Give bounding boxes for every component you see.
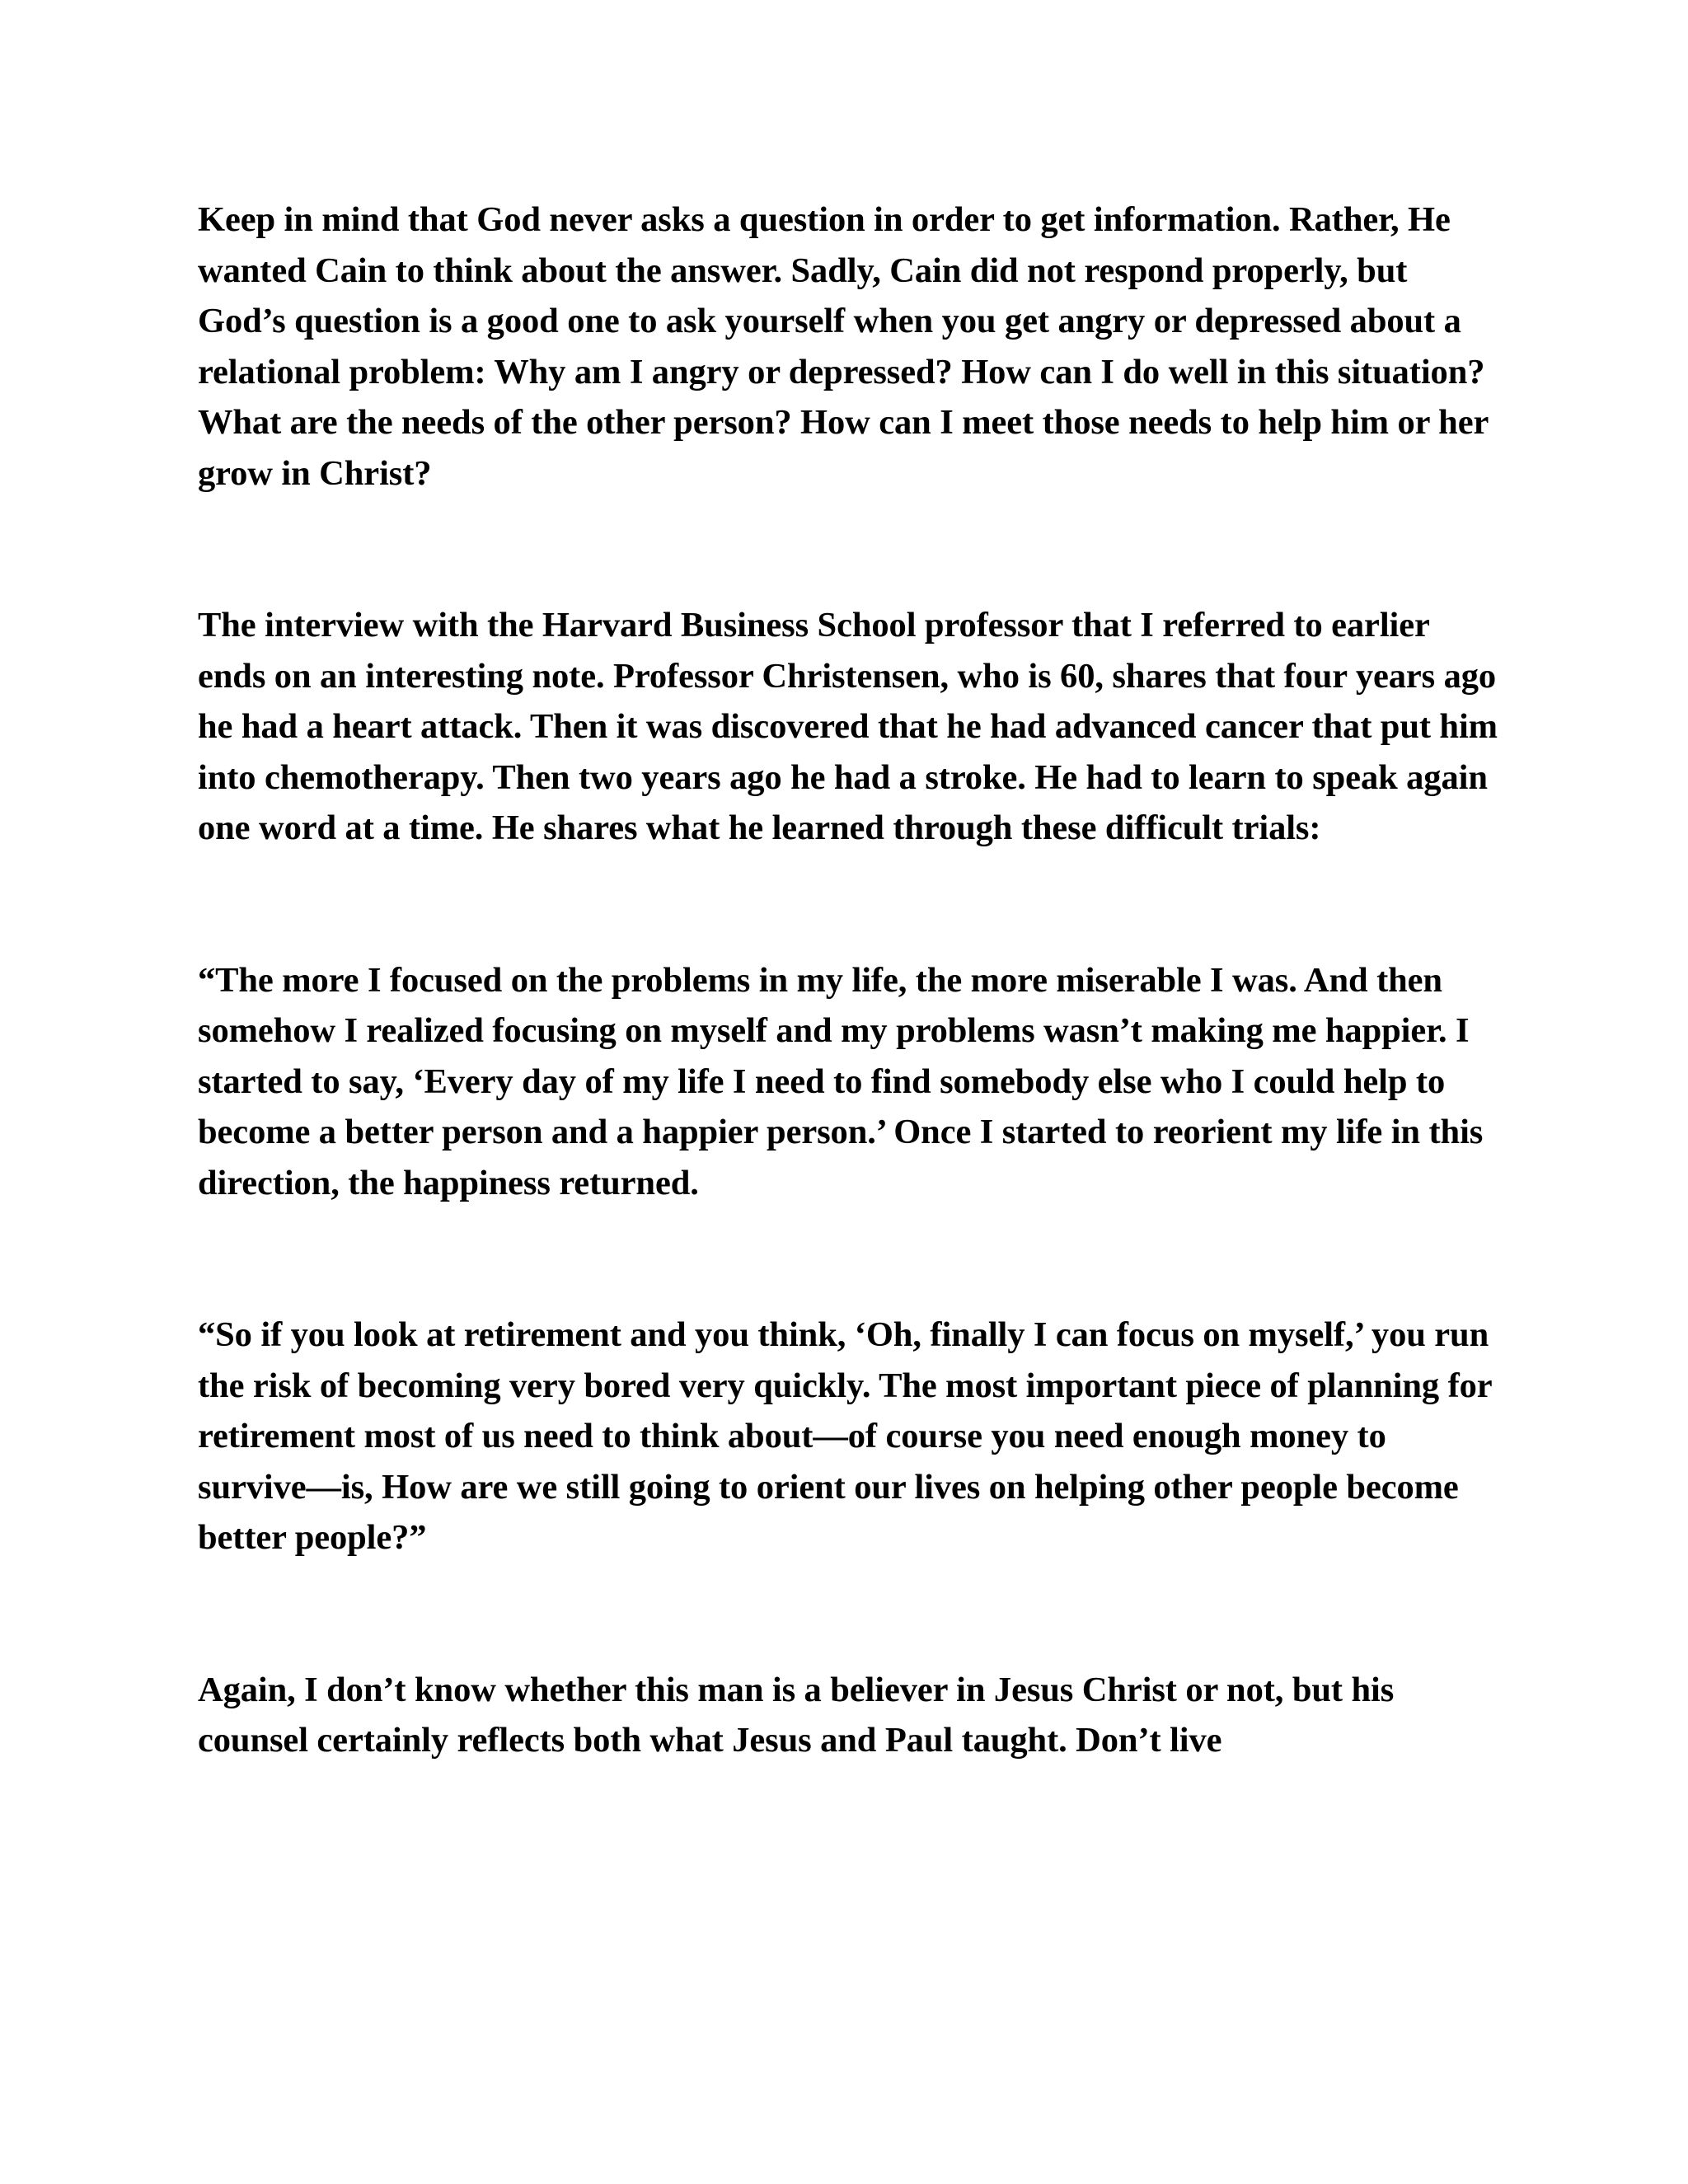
paragraph-quote-retirement: “So if you look at retirement and you think, ‘Oh, finally I can focus on myself,’ you run the risk of becoming very bored very quickly. The most important piece of planning for retirement most of us need to think about—of course you need enough money to survive—is, How are we still going to orient our lives on helping other people become better people?” [198,1315,1492,1557]
paragraph-gods-question: Keep in mind that God never asks a question in order to get information. Rather, He wanted Cain to think about the answer. Sadly, Cain did not respond properly, but God’s question is a good one to ask yourself when you get angry or depressed about a relational problem: Why am I angry or depressed? How can I do well in this situation? What are the needs of the other person? How can I meet those needs to help him or her grow in Christ? [198,200,1489,493]
paragraph-quote-focus: “The more I focused on the problems in my life, the more miserable I was. And then somehow I realized focusing on myself and my problems wasn’t making me happier. I started to say, ‘Every day of my life I need to find somebody else who I could help to become a better person and a happier person.’ Once I started to reorient my life in this direction, the happiness returned. [198,960,1484,1202]
document-body [198,194,1500,1766]
paragraph-believer: Again, I don’t know whether this man is a believer in Jesus Christ or not, but his counsel certainly reflects both what Jesus and Paul taught. Don’t live [198,1670,1395,1760]
paragraph-harvard-interview: The interview with the Harvard Business School professor that I referred to earlier ends on an interesting note. Professor Christensen, who is 60, shares that four years ago he had a heart attack. Then it was discovered that he had advanced cancer that put him into chemotherapy. Then two years ago he had a stroke. He had to learn to speak again one word at a time. He shares what he learned through these difficult trials: [198,606,1498,847]
